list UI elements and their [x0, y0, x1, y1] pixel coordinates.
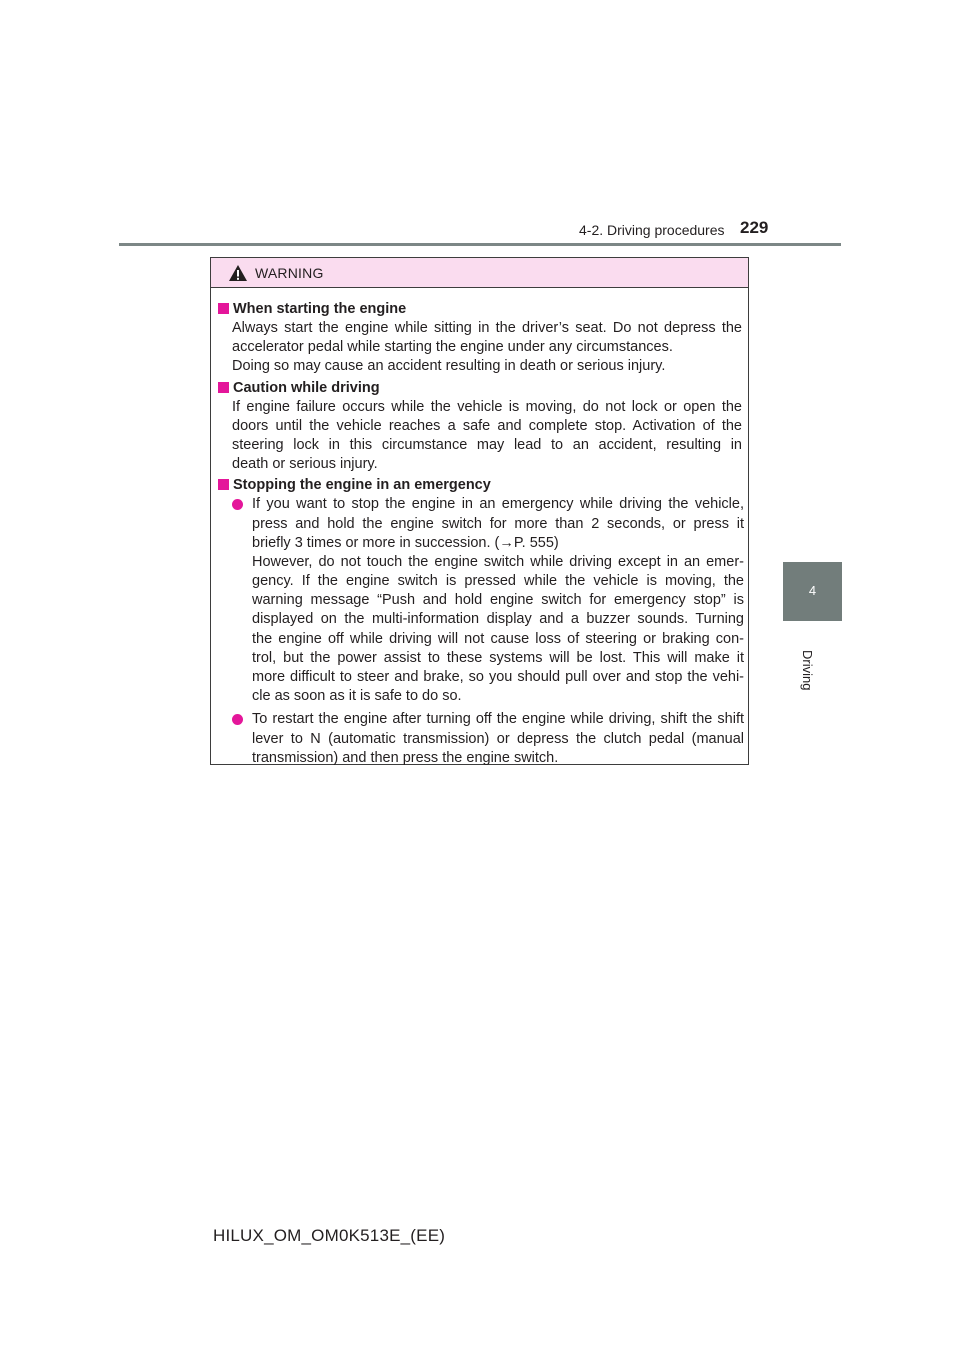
text-line: displayed on the multi-information display and a buzzer sounds. Turning: [252, 611, 744, 628]
round-bullet-icon: [232, 714, 243, 725]
text-line: steering lock in this circumstance may lead to an accident, resulting in: [232, 436, 742, 453]
text-line: more difficult to steer and brake, so you should pull over and stop the vehi-: [252, 669, 744, 685]
header-rule: [119, 243, 841, 246]
text-line: If you want to stop the engine in an emergency while driving the vehicle,: [252, 496, 744, 513]
bullet-text: [252, 710, 744, 768]
section-heading-text: Caution while driving: [233, 379, 380, 396]
document-id-footer: HILUX_OM_OM0K513E_(EE): [213, 1226, 446, 1245]
text-line: accelerator pedal while starting the engine under any circumstances.: [232, 339, 673, 356]
section-paragraph-caution-driving: [232, 398, 742, 475]
text-line: trol, but the power assist to these systems will be lost. This will make it: [252, 649, 744, 666]
text-line: Doing so may cause an accident resulting in death or serious injury.: [232, 358, 666, 375]
page-reference-line[interactable]: briefly 3 times or more in succession. (→P. 555): [252, 534, 559, 551]
text-line: However, do not touch the engine switch while driving except in an emer-: [252, 553, 744, 570]
warning-title: WARNING: [255, 265, 324, 281]
section-heading-caution-driving: [218, 379, 748, 398]
section-heading-text: Stopping the engine in an emergency: [233, 477, 491, 494]
text-line: cle as soon as it is safe to do so.: [252, 688, 462, 705]
section-paragraph-starting-engine: [232, 319, 742, 377]
text-line: lever to N (automatic transmission) or depress the clutch pedal (manual: [252, 730, 744, 747]
running-header-section: 4-2. Driving procedures: [579, 222, 725, 238]
text-line: death or serious injury.: [232, 456, 378, 473]
text-line: To restart the engine after turning off the engine while driving, shift the shift: [252, 711, 744, 728]
section-heading-text: When starting the engine: [233, 301, 407, 317]
section-heading-starting-engine: [218, 300, 748, 319]
text-line: press and hold the engine switch for more than 2 seconds, or press it: [252, 515, 744, 532]
bullet-item-restart-engine: [232, 710, 744, 768]
text-line: Always start the engine while sitting in the driver’s seat. Do not depress the: [232, 320, 742, 336]
text-line: gency. If the engine switch is pressed while the vehicle is moving, the: [252, 573, 744, 590]
chapter-tab-label: Driving: [800, 650, 815, 691]
text-line: warning message “Push and hold engine switch for emergency stop” is: [252, 592, 744, 609]
section-heading-emergency-stop: [218, 476, 748, 495]
round-bullet-icon: [232, 499, 243, 510]
bullet-item-emergency-stop: [232, 495, 744, 706]
bullet-text: [252, 495, 744, 706]
text-line: If engine failure occurs while the vehicle is moving, do not lock or open the: [232, 398, 742, 415]
chapter-tab-number: 4: [808, 583, 817, 598]
text-line: doors until the vehicle reaches a safe and complete stop. Activation of the: [232, 417, 742, 434]
warning-body: [211, 288, 748, 768]
warning-triangle-icon: [228, 264, 248, 282]
square-bullet-icon: [218, 382, 229, 393]
square-bullet-icon: [218, 479, 229, 490]
square-bullet-icon: [218, 303, 229, 314]
warning-box: [210, 257, 749, 765]
text-line: transmission) and then press the engine switch.: [252, 749, 559, 766]
warning-header: [211, 258, 748, 288]
chapter-tab[interactable]: [783, 562, 842, 621]
text-line: the engine off while driving will not cause loss of steering or braking con-: [252, 630, 744, 647]
page-number: 229: [740, 218, 769, 237]
